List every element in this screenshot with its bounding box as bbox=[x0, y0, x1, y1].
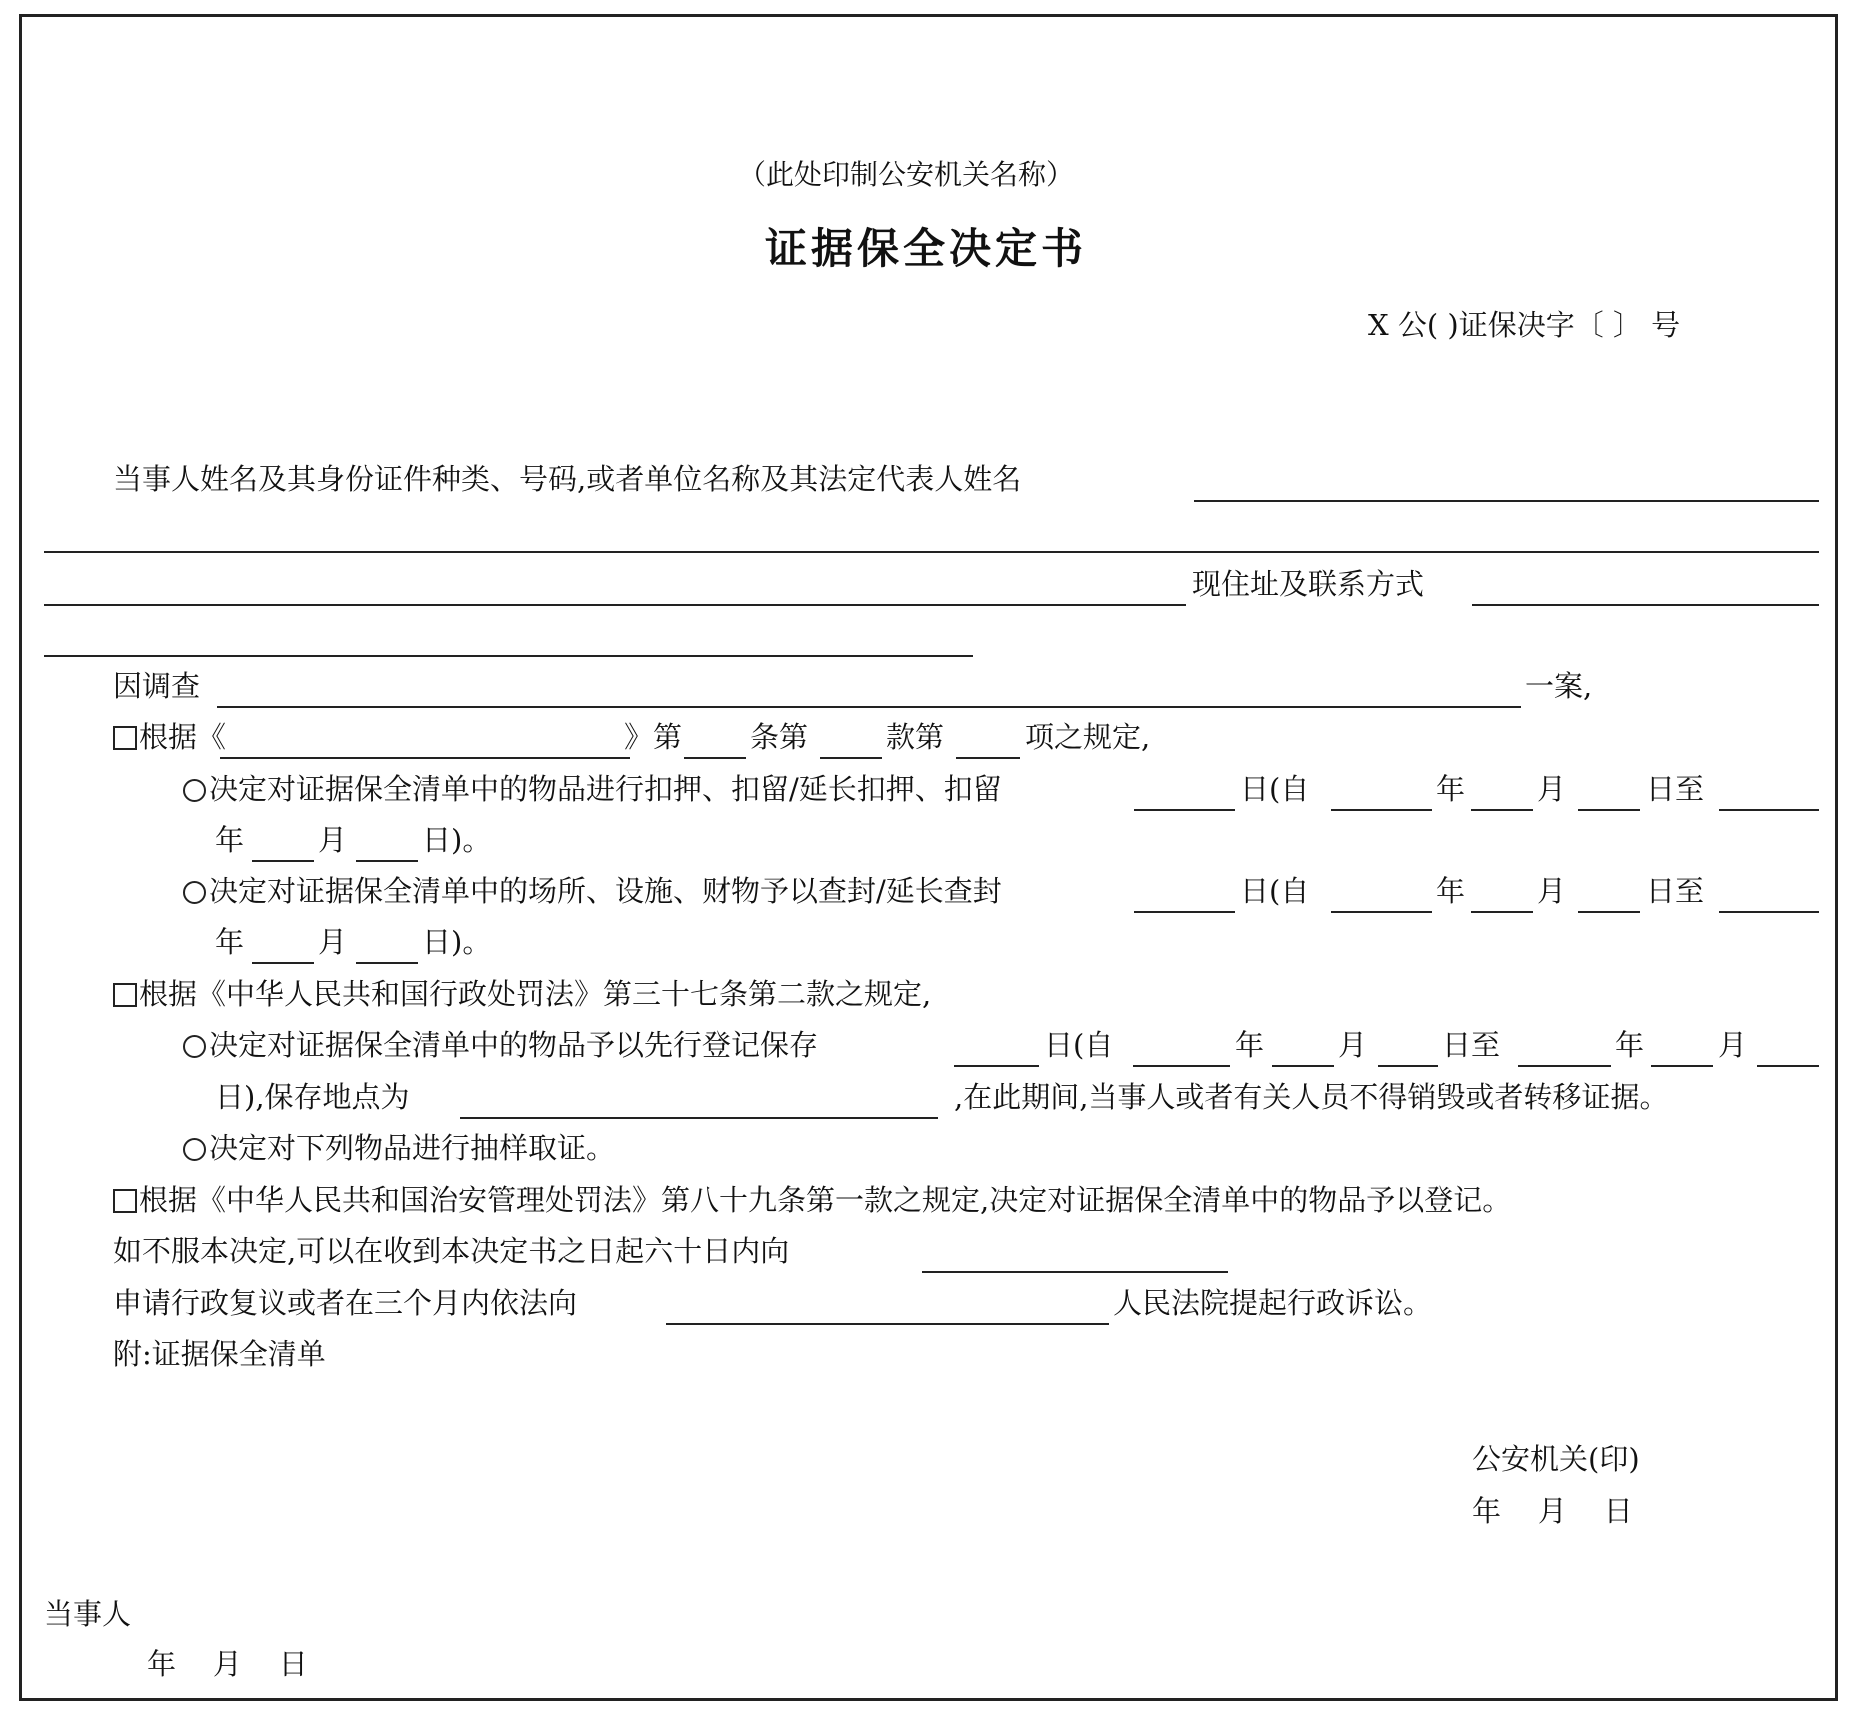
case-field[interactable] bbox=[217, 706, 1521, 708]
org-name-placeholder: （此处印制公安机关名称） bbox=[738, 158, 1075, 191]
case-prefix: 因调查 bbox=[113, 669, 201, 703]
party-sign-label: 当事人 bbox=[44, 1597, 132, 1631]
section1-lead bbox=[113, 720, 227, 754]
case-suffix: 一案, bbox=[1525, 669, 1593, 703]
register-days-field[interactable] bbox=[954, 1065, 1039, 1067]
authority-seal: 公安机关(印) bbox=[1472, 1442, 1640, 1476]
address-field-line2[interactable] bbox=[44, 655, 973, 657]
document-number: X 公( )证保决字〔 〕 号 bbox=[1368, 308, 1681, 342]
section1-kuan-field[interactable] bbox=[820, 757, 882, 759]
attachment-note: 附:证据保全清单 bbox=[113, 1337, 326, 1371]
register-end-month-field[interactable] bbox=[1651, 1065, 1713, 1067]
detain-end-day-field[interactable] bbox=[356, 860, 418, 862]
detain-radio[interactable] bbox=[183, 779, 206, 802]
appeal-court-field[interactable] bbox=[666, 1323, 1109, 1325]
register-warning: ,在此期间,当事人或者有关人员不得销毁或者转移证据。 bbox=[954, 1080, 1669, 1114]
seal-nian2: 年 bbox=[215, 925, 245, 959]
section3 bbox=[113, 1183, 1512, 1217]
seal-end-month-field[interactable] bbox=[252, 962, 314, 964]
register-radio[interactable] bbox=[183, 1035, 206, 1058]
section1-xiang-field[interactable] bbox=[956, 757, 1020, 759]
register-yue: 月 bbox=[1338, 1028, 1368, 1062]
register-ri-zi: 日(自 bbox=[1044, 1028, 1114, 1062]
detain-start-day-field[interactable] bbox=[1578, 809, 1640, 811]
section1-tiao: 条第 bbox=[750, 720, 809, 754]
detain-text: 决定对证据保全清单中的物品进行扣押、扣留/延长扣押、扣留 bbox=[209, 772, 1002, 806]
register-start-year-field[interactable] bbox=[1133, 1065, 1230, 1067]
section3-text: 根据《中华人民共和国治安管理处罚法》第八十九条第一款之规定,决定对证据保全清单中的物品予以登记。 bbox=[139, 1183, 1512, 1217]
register-ri-zhi: 日至 bbox=[1442, 1028, 1501, 1062]
detain-nian: 年 bbox=[1436, 772, 1466, 806]
register-end-day-field[interactable] bbox=[1757, 1065, 1819, 1067]
detain-ri-end: 日)。 bbox=[422, 823, 492, 857]
address-label: 现住址及联系方式 bbox=[1192, 567, 1425, 601]
register-place-field[interactable] bbox=[460, 1117, 938, 1119]
section1-kuan: 款第 bbox=[886, 720, 945, 754]
section2-checkbox[interactable] bbox=[113, 983, 137, 1007]
detain-ri-zhi: 日至 bbox=[1646, 772, 1705, 806]
seal-nian: 年 bbox=[1436, 874, 1466, 908]
seal-ri-zhi: 日至 bbox=[1646, 874, 1705, 908]
seal-yue2: 月 bbox=[318, 925, 348, 959]
seal-ri-end: 日)。 bbox=[422, 925, 492, 959]
section1-xiang: 项之规定, bbox=[1025, 720, 1151, 754]
sample-radio[interactable] bbox=[183, 1138, 206, 1161]
seal-radio[interactable] bbox=[183, 881, 206, 904]
section1-lead-text: 根据《 bbox=[139, 720, 227, 754]
seal-text: 决定对证据保全清单中的场所、设施、财物予以查封/延长查封 bbox=[209, 874, 1002, 908]
register-yue2: 月 bbox=[1718, 1028, 1748, 1062]
detain-yue: 月 bbox=[1537, 772, 1567, 806]
register-start-day-field[interactable] bbox=[1378, 1065, 1438, 1067]
seal-end-year-field[interactable] bbox=[1719, 911, 1819, 913]
seal-start-day-field[interactable] bbox=[1578, 911, 1640, 913]
party-name-field[interactable] bbox=[1194, 500, 1819, 502]
address-field[interactable] bbox=[1472, 604, 1819, 606]
detain-option bbox=[183, 772, 1002, 806]
appeal-review-body-field[interactable] bbox=[922, 1271, 1228, 1273]
seal-ri-zi: 日(自 bbox=[1240, 874, 1310, 908]
party-name-field-line2[interactable] bbox=[44, 551, 1819, 553]
appeal-line1: 如不服本决定,可以在收到本决定书之日起六十日内向 bbox=[113, 1234, 790, 1268]
seal-end-day-field[interactable] bbox=[356, 962, 418, 964]
detain-end-month-field[interactable] bbox=[252, 860, 314, 862]
register-ri-place: 日),保存地点为 bbox=[215, 1080, 410, 1114]
section1-checkbox[interactable] bbox=[113, 726, 137, 750]
register-option bbox=[183, 1028, 819, 1062]
register-text: 决定对证据保全清单中的物品予以先行登记保存 bbox=[209, 1028, 819, 1062]
section2 bbox=[113, 977, 932, 1011]
detain-ri-zi: 日(自 bbox=[1240, 772, 1310, 806]
detain-start-month-field[interactable] bbox=[1471, 809, 1533, 811]
appeal-line2-suffix: 人民法院提起行政诉讼。 bbox=[1113, 1286, 1433, 1320]
detain-nian2: 年 bbox=[215, 823, 245, 857]
detain-end-year-field[interactable] bbox=[1719, 809, 1819, 811]
sample-option bbox=[183, 1131, 616, 1165]
register-start-month-field[interactable] bbox=[1272, 1065, 1334, 1067]
section3-checkbox[interactable] bbox=[113, 1189, 137, 1213]
seal-option bbox=[183, 874, 1002, 908]
seal-days-field[interactable] bbox=[1134, 911, 1235, 913]
section2-text: 根据《中华人民共和国行政处罚法》第三十七条第二款之规定, bbox=[139, 977, 932, 1011]
section1-law-close: 》第 bbox=[624, 720, 683, 754]
party-name-label: 当事人姓名及其身份证件种类、号码,或者单位名称及其法定代表人姓名 bbox=[113, 462, 1022, 496]
seal-yue: 月 bbox=[1537, 874, 1567, 908]
section1-tiao-field[interactable] bbox=[684, 757, 746, 759]
seal-start-year-field[interactable] bbox=[1331, 911, 1432, 913]
detain-days-field[interactable] bbox=[1134, 809, 1235, 811]
register-nian2: 年 bbox=[1615, 1028, 1645, 1062]
seal-start-month-field[interactable] bbox=[1471, 911, 1533, 913]
register-end-year-field[interactable] bbox=[1518, 1065, 1611, 1067]
section1-law-field[interactable] bbox=[220, 757, 630, 759]
party-name-field-line3[interactable] bbox=[44, 604, 1186, 606]
document-title: 证据保全决定书 bbox=[765, 224, 1088, 273]
detain-yue2: 月 bbox=[318, 823, 348, 857]
register-nian: 年 bbox=[1235, 1028, 1265, 1062]
party-sign-date: 年 月 日 bbox=[147, 1647, 308, 1681]
detain-start-year-field[interactable] bbox=[1331, 809, 1432, 811]
appeal-line2-prefix: 申请行政复议或者在三个月内依法向 bbox=[113, 1286, 578, 1320]
sample-text: 决定对下列物品进行抽样取证。 bbox=[209, 1131, 616, 1165]
authority-date: 年 月 日 bbox=[1472, 1494, 1633, 1528]
